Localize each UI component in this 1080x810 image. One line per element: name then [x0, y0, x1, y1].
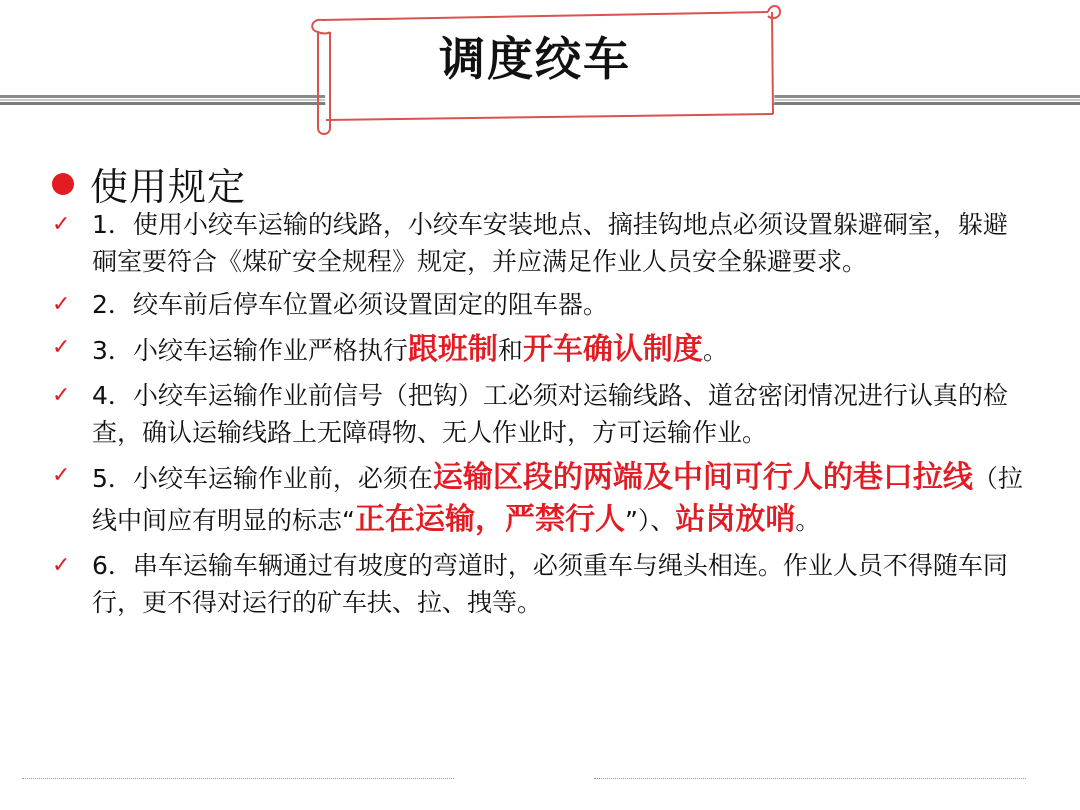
highlight-text: 站岗放哨 — [675, 502, 796, 537]
check-icon: ✓ — [52, 463, 71, 488]
item-text: ”）、 — [624, 506, 676, 535]
item-text: 。 — [795, 506, 821, 535]
item-text: 和 — [497, 336, 523, 365]
highlight-text: 正在运输，严禁行人 — [354, 502, 625, 537]
item-text: （拉线中间应有明显的标志“ — [92, 464, 1023, 535]
check-icon: ✓ — [52, 292, 71, 317]
item-text: 2．绞车前后停车位置必须设置固定的阻车器。 — [92, 290, 608, 319]
item-text: 1．使用小绞车运输的线路，小绞车安装地点、摘挂钩地点必须设置躲避硐室，躲避硐室要符合《煤矿安全规程》规定，并应满足作业人员安全躲避要求。 — [92, 210, 1008, 276]
section-heading — [52, 156, 246, 211]
check-icon: ✓ — [52, 383, 71, 408]
highlight-text: 运输区段的两端及中间可行人的巷口拉线 — [432, 460, 973, 495]
highlight-text: 开车确认制度 — [522, 332, 703, 367]
page-title: 调度绞车 — [439, 32, 631, 86]
item-text: 5．小绞车运输作业前，必须在 — [92, 464, 433, 493]
list-item — [52, 377, 1032, 451]
footer-divider — [594, 778, 1026, 779]
item-text: 。 — [702, 336, 728, 365]
check-icon: ✓ — [52, 212, 71, 237]
list-item — [52, 206, 1032, 280]
footer-divider — [22, 778, 454, 779]
list-item — [52, 457, 1032, 541]
check-icon: ✓ — [52, 553, 71, 578]
list-item — [52, 329, 1032, 371]
rules-list — [52, 206, 1032, 627]
red-dot-icon — [52, 173, 74, 195]
item-text: 4．小绞车运输作业前信号（把钩）工必须对运输线路、道岔密闭情况进行认真的检查，确认运输线路上无障碍物、无人作业时，方可运输作业。 — [92, 381, 1008, 447]
highlight-text: 跟班制 — [407, 332, 498, 367]
section-heading-text: 使用规定 — [90, 165, 247, 209]
list-item — [52, 286, 1032, 323]
item-text: 3．小绞车运输作业严格执行 — [92, 336, 408, 365]
item-text: 6．串车运输车辆通过有坡度的弯道时，必须重车与绳头相连。作业人员不得随车同行，更不得对运行的矿车扶、拉、拽等。 — [92, 551, 1008, 617]
list-item — [52, 547, 1032, 621]
check-icon: ✓ — [52, 335, 71, 360]
